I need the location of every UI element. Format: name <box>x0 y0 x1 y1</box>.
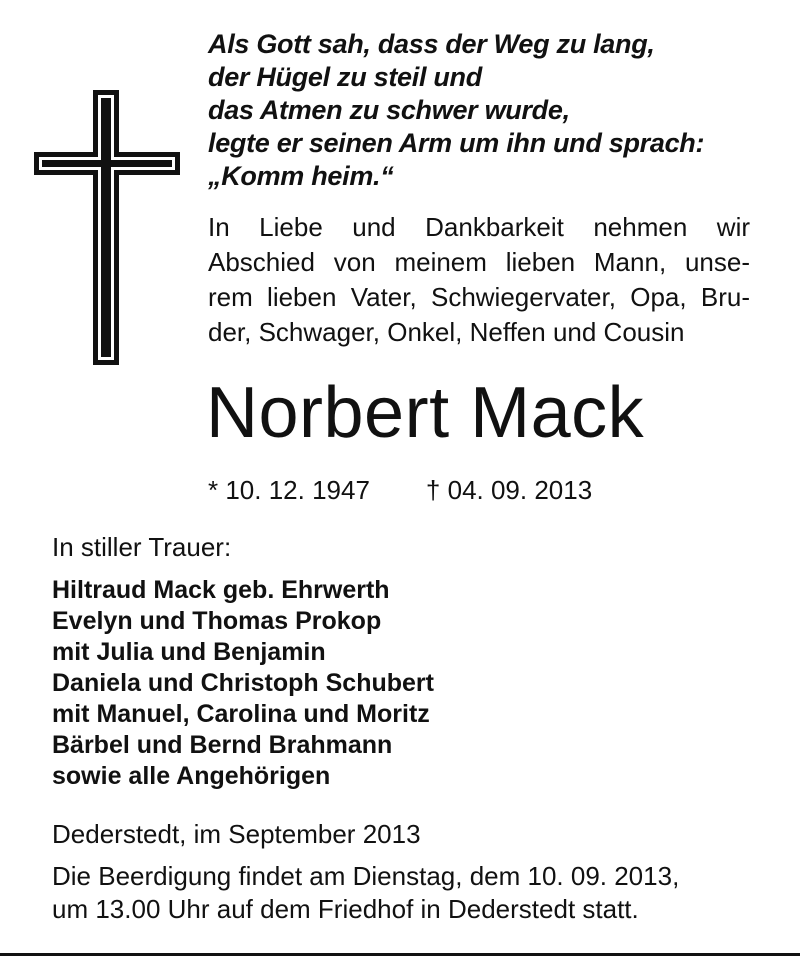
intro-line: In Liebe und Dankbarkeit nehmen wir <box>208 212 750 242</box>
deceased-name: Norbert Mack <box>206 373 645 453</box>
family-member: Evelyn und Thomas Prokop <box>52 607 382 635</box>
poem-line: der Hügel zu steil und <box>208 62 482 92</box>
life-dates <box>208 474 592 506</box>
latin-cross-icon <box>34 90 180 365</box>
poem-line: Als Gott sah, dass der Weg zu lang, <box>208 29 655 59</box>
mourning-heading: In stiller Trauer: <box>52 532 232 562</box>
birth-date: * 10. 12. 1947 <box>208 475 370 505</box>
intro-text <box>208 210 750 350</box>
poem <box>208 28 768 193</box>
family-list <box>52 575 434 792</box>
poem-line: das Atmen zu schwer wurde, <box>208 95 570 125</box>
death-date: † 04. 09. 2013 <box>425 475 593 505</box>
place-and-date: Dederstedt, im September 2013 <box>52 819 421 849</box>
intro-line: rem lieben Vater, Schwiegervater, Opa, Bru- <box>208 282 750 312</box>
funeral-info <box>52 860 752 926</box>
funeral-line: Die Beerdigung findet am Dienstag, dem 10. 09. 2013, <box>52 861 680 891</box>
family-member: mit Manuel, Carolina und Moritz <box>52 700 430 728</box>
poem-line: legte er seinen Arm um ihn und sprach: <box>208 128 705 158</box>
family-member: Hiltraud Mack geb. Ehrwerth <box>52 576 390 604</box>
intro-line: der, Schwager, Onkel, Neffen und Cousin <box>208 317 685 347</box>
intro-line: Abschied von meinem lieben Mann, unse- <box>208 247 750 277</box>
funeral-line: um 13.00 Uhr auf dem Friedhof in Dederstedt statt. <box>52 894 639 924</box>
family-member: Daniela und Christoph Schubert <box>52 669 434 697</box>
family-member: Bärbel und Bernd Brahmann <box>52 731 393 759</box>
poem-line: „Komm heim.“ <box>208 161 394 191</box>
family-member: sowie alle Angehörigen <box>52 762 331 790</box>
family-member: mit Julia und Benjamin <box>52 638 326 666</box>
